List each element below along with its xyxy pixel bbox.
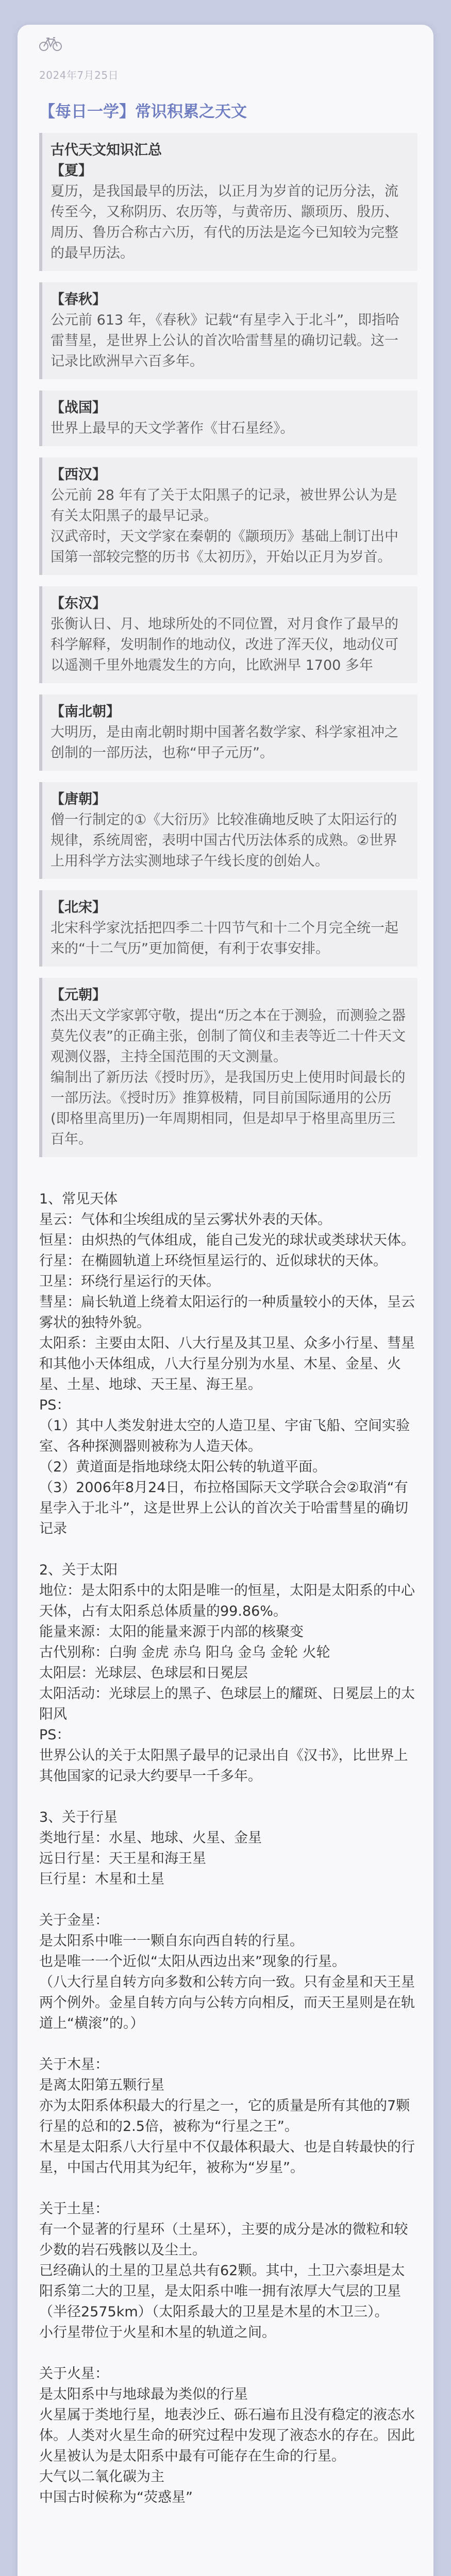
quote-text: 僧一行制定的①《大衍历》比较准确地反映了太阳运行的规律，系统周密，表明中国古代历法体系的成熟。②世界上用科学方法实测地球子午线长度的创始人。 bbox=[51, 812, 397, 869]
card-header bbox=[18, 25, 433, 81]
body-text: （2）黄道面是指地球绕太阳公转的轨道平面。 bbox=[39, 1459, 327, 1475]
body-text: 古代别称：白驹 金虎 赤乌 阳乌 金乌 金轮 火轮 bbox=[39, 1645, 330, 1660]
era-heading: 【西汉】 bbox=[51, 467, 106, 483]
quote-text: 公元前 613 年，《春秋》记载“有星孛入于北斗”，即指哈雷彗星，是世界上公认的首次哈雷彗星的确切记载。这一记录比欧洲早六百多年。 bbox=[51, 312, 400, 369]
post-date: 2024年7月25日 bbox=[39, 69, 119, 81]
era-heading: 【春秋】 bbox=[51, 292, 106, 308]
body-text: 已经确认的土星的卫星总共有62颗。其中，土卫六泰坦是太阳系第二大的卫星，是太阳系中唯一拥有浓厚大气层的卫星（半径2575km）（太阳系最大的卫星是木星的木卫三）。 bbox=[39, 2263, 405, 2320]
body-text: 是离太阳第五颗行星 bbox=[39, 2077, 164, 2093]
quote-text: 世界上最早的天文学著作《甘石星经》。 bbox=[51, 420, 294, 436]
quote-block bbox=[39, 782, 417, 879]
body-text: 有一个显著的行星环（土星环），主要的成分是冰的微粒和较少数的岩石残骸以及尘土。 bbox=[39, 2222, 408, 2258]
spacer bbox=[39, 1168, 417, 1189]
body-text: PS： bbox=[39, 1397, 71, 1413]
body-text: 太阳活动：光球层上的黑子、色球层上的耀斑、日冕层上的太阳风 bbox=[39, 1686, 415, 1722]
body-text: 中国古时候称为“荧惑星” bbox=[39, 2489, 193, 2505]
spacer bbox=[39, 2178, 417, 2199]
body-heading: 2、关于太阳 bbox=[39, 1562, 118, 1578]
body-text: 行星：在椭圆轨道上环绕恒星运行的、近似球状的天体。 bbox=[39, 1253, 387, 1269]
body-text: 远日行星：天王星和海王星 bbox=[39, 1851, 206, 1867]
quote-block bbox=[39, 586, 417, 683]
body-block bbox=[39, 1168, 417, 1539]
body-text: 木星是太阳系八大行星中不仅最体积最大、也是自转最快的行星，中国古代用其为纪年，被称为“岁星”。 bbox=[39, 2139, 415, 2176]
quote-text: 编制出了新历法《授时历》，是我国历史上使用时间最长的一部历法。《授时历》推算极精，同目前国际通用的公历(即格里高里历)一年周期相同，但是却早于格里高里历三百年。 bbox=[51, 1070, 406, 1147]
quote-text: 张衡认日、月、地球所处的不同位置，对月食作了最早的科学解释，发明制作的地动仪，改进了浑天仪，地动仪可以遥测千里外地震发生的方向，比欧洲早 1700 多年 bbox=[51, 616, 398, 673]
spacer bbox=[39, 1890, 417, 1910]
body-text: 也是唯一一个近似“太阳从西边出来”现象的行星。 bbox=[39, 1954, 346, 1970]
bicycle-icon bbox=[39, 36, 62, 52]
body-text: 星云：气体和尘埃组成的呈云雾状外表的天体。 bbox=[39, 1212, 331, 1228]
quote-block bbox=[39, 133, 417, 271]
spacer bbox=[39, 2034, 417, 2055]
quote-block bbox=[39, 978, 417, 1157]
spacer bbox=[39, 1539, 417, 1560]
body-heading: 关于火星： bbox=[39, 2366, 109, 2382]
quote-text: 公元前 28 年有了关于太阳黑子的记录，被世界公认为是有关太阳黑子的最早记录。 bbox=[51, 487, 397, 524]
era-heading: 【元朝】 bbox=[51, 987, 106, 1003]
era-heading: 【战国】 bbox=[51, 400, 106, 416]
body-text: 火星属于类地行星，地表沙丘、砾石遍布且没有稳定的液态水体。人类对火星生命的研究过程中发现了液态水的存在。因此火星被认为是太阳系中最有可能存在生命的行星。 bbox=[39, 2407, 415, 2464]
quote-text: 杰出天文学家郭守敬，提出“历之本在于测验，而测验之器莫先仪表”的正确主张，创制了简仪和圭表等近二十件天文观测仪器，主持全国范围的天文测量。 bbox=[51, 1008, 406, 1065]
quote-block bbox=[39, 694, 417, 771]
body-text: 太阳系：主要由太阳、八大行星及其卫星、众多小行星、彗星和其他小天体组成，八大行星分别为水星、木星、金星、火星、土星、地球、天王星、海王星。 bbox=[39, 1335, 415, 1393]
body-block bbox=[39, 2034, 417, 2178]
body-text: 类地行星：水星、地球、火星、金星 bbox=[39, 1830, 262, 1846]
body-text: 能量来源：太阳的能量来源于内部的核聚变 bbox=[39, 1624, 304, 1640]
quote-text: 夏历，是我国最早的历法，以正月为岁首的记历分法，流传至今，又称阴历、农历等，与黄帝历、颛顼历、殷历、周历、鲁历合称古六历，有代的历法是迄今已知较为完整的最早历法。 bbox=[51, 183, 398, 261]
body-text: 大气以二氧化碳为主 bbox=[39, 2469, 164, 2485]
article-content bbox=[39, 101, 417, 2508]
era-heading: 【夏】 bbox=[51, 163, 92, 179]
body-text: 世界公认的关于太阳黑子最早的记录出自《汉书》，比世界上其他国家的记录大约要早一千多年。 bbox=[39, 1748, 408, 1784]
article-title: 【每日一学】常识积累之天文 bbox=[39, 103, 247, 121]
body-text: 彗星：扁长轨道上绕着太阳运行的一种质量较小的天体，呈云雾状的独特外貌。 bbox=[39, 1294, 415, 1331]
article-card bbox=[18, 25, 433, 2576]
body-block bbox=[39, 1787, 417, 1890]
quote-block bbox=[39, 457, 417, 575]
body-block bbox=[39, 1539, 417, 1787]
body-text: 小行星带位于火星和木星的轨道之间。 bbox=[39, 2325, 276, 2341]
body-text: 是太阳系中唯一一颗自东向西自转的行星。 bbox=[39, 1933, 304, 1949]
era-heading: 【东汉】 bbox=[51, 596, 106, 612]
quote-block bbox=[39, 282, 417, 379]
body-text: 亦为太阳系体积最大的行星之一，它的质量是所有其他的7颗行星的总和的2.5倍，被称为“行星之王”。 bbox=[39, 2098, 410, 2134]
spacer bbox=[39, 1787, 417, 1807]
era-heading: 【北宋】 bbox=[51, 900, 106, 916]
body-heading: 关于木星： bbox=[39, 2057, 109, 2073]
era-heading: 【唐朝】 bbox=[51, 791, 106, 807]
body-heading: 3、关于行星 bbox=[39, 1809, 118, 1825]
body-text: 巨行星：木星和土星 bbox=[39, 1871, 164, 1887]
body-heading: 1、常见天体 bbox=[39, 1191, 118, 1207]
body-block bbox=[39, 2178, 417, 2343]
body-text: （八大行星自转方向多数和公转方向一致。只有金星和天王星两个例外。金星自转方向与公转方向相反，而天王星则是在轨道上“横滚”的。） bbox=[39, 1974, 415, 2031]
body-text: （3）2006年8月24日，布拉格国际天文学联合会②取消“有星孛入于北斗”，这是世界上公认的首次关于哈雷彗星的确切记录 bbox=[39, 1480, 408, 1537]
body-text: PS： bbox=[39, 1727, 71, 1743]
quote-text: 北宋科学家沈括把四季二十四节气和十二个月完全统一起来的“十二气历”更加简便，有利于农事安排。 bbox=[51, 920, 398, 957]
body-block bbox=[39, 2343, 417, 2508]
body-text: 是太阳系中与地球最为类似的行星 bbox=[39, 2386, 248, 2402]
body-text: 地位：是太阳系中的太阳是唯一的恒星，太阳是太阳系的中心天体，占有太阳系总体质量的99.86%。 bbox=[39, 1583, 415, 1619]
body-heading: 关于金星： bbox=[39, 1912, 109, 1928]
era-heading: 【南北朝】 bbox=[51, 704, 120, 720]
body-block bbox=[39, 1890, 417, 2034]
body-text: 卫星：环绕行星运行的天体。 bbox=[39, 1274, 220, 1290]
body-text: 太阳层：光球层、色球层和日冕层 bbox=[39, 1665, 248, 1681]
section-heading: 古代天文知识汇总 bbox=[51, 142, 162, 158]
article-sections bbox=[39, 133, 417, 2508]
body-text: 恒星：由炽热的气体组成，能自己发光的球状或类球状天体。 bbox=[39, 1232, 415, 1248]
quote-text: 汉武帝时，天文学家在秦朝的《颛顼历》基础上制订出中国第一部较完整的历书《太初历》，开始以正月为岁首。 bbox=[51, 529, 398, 565]
quote-block bbox=[39, 890, 417, 967]
body-text: （1）其中人类发射进太空的人造卫星、宇宙飞船、空间实验室、各种探测器则被称为人造天体。 bbox=[39, 1418, 410, 1454]
body-heading: 关于土星： bbox=[39, 2201, 109, 2217]
quote-block bbox=[39, 391, 417, 446]
spacer bbox=[39, 2343, 417, 2364]
quote-text: 大明历，是由南北朝时期中国著名数学家、科学家祖冲之创制的一部历法，也称“甲子元历”。 bbox=[51, 724, 398, 761]
